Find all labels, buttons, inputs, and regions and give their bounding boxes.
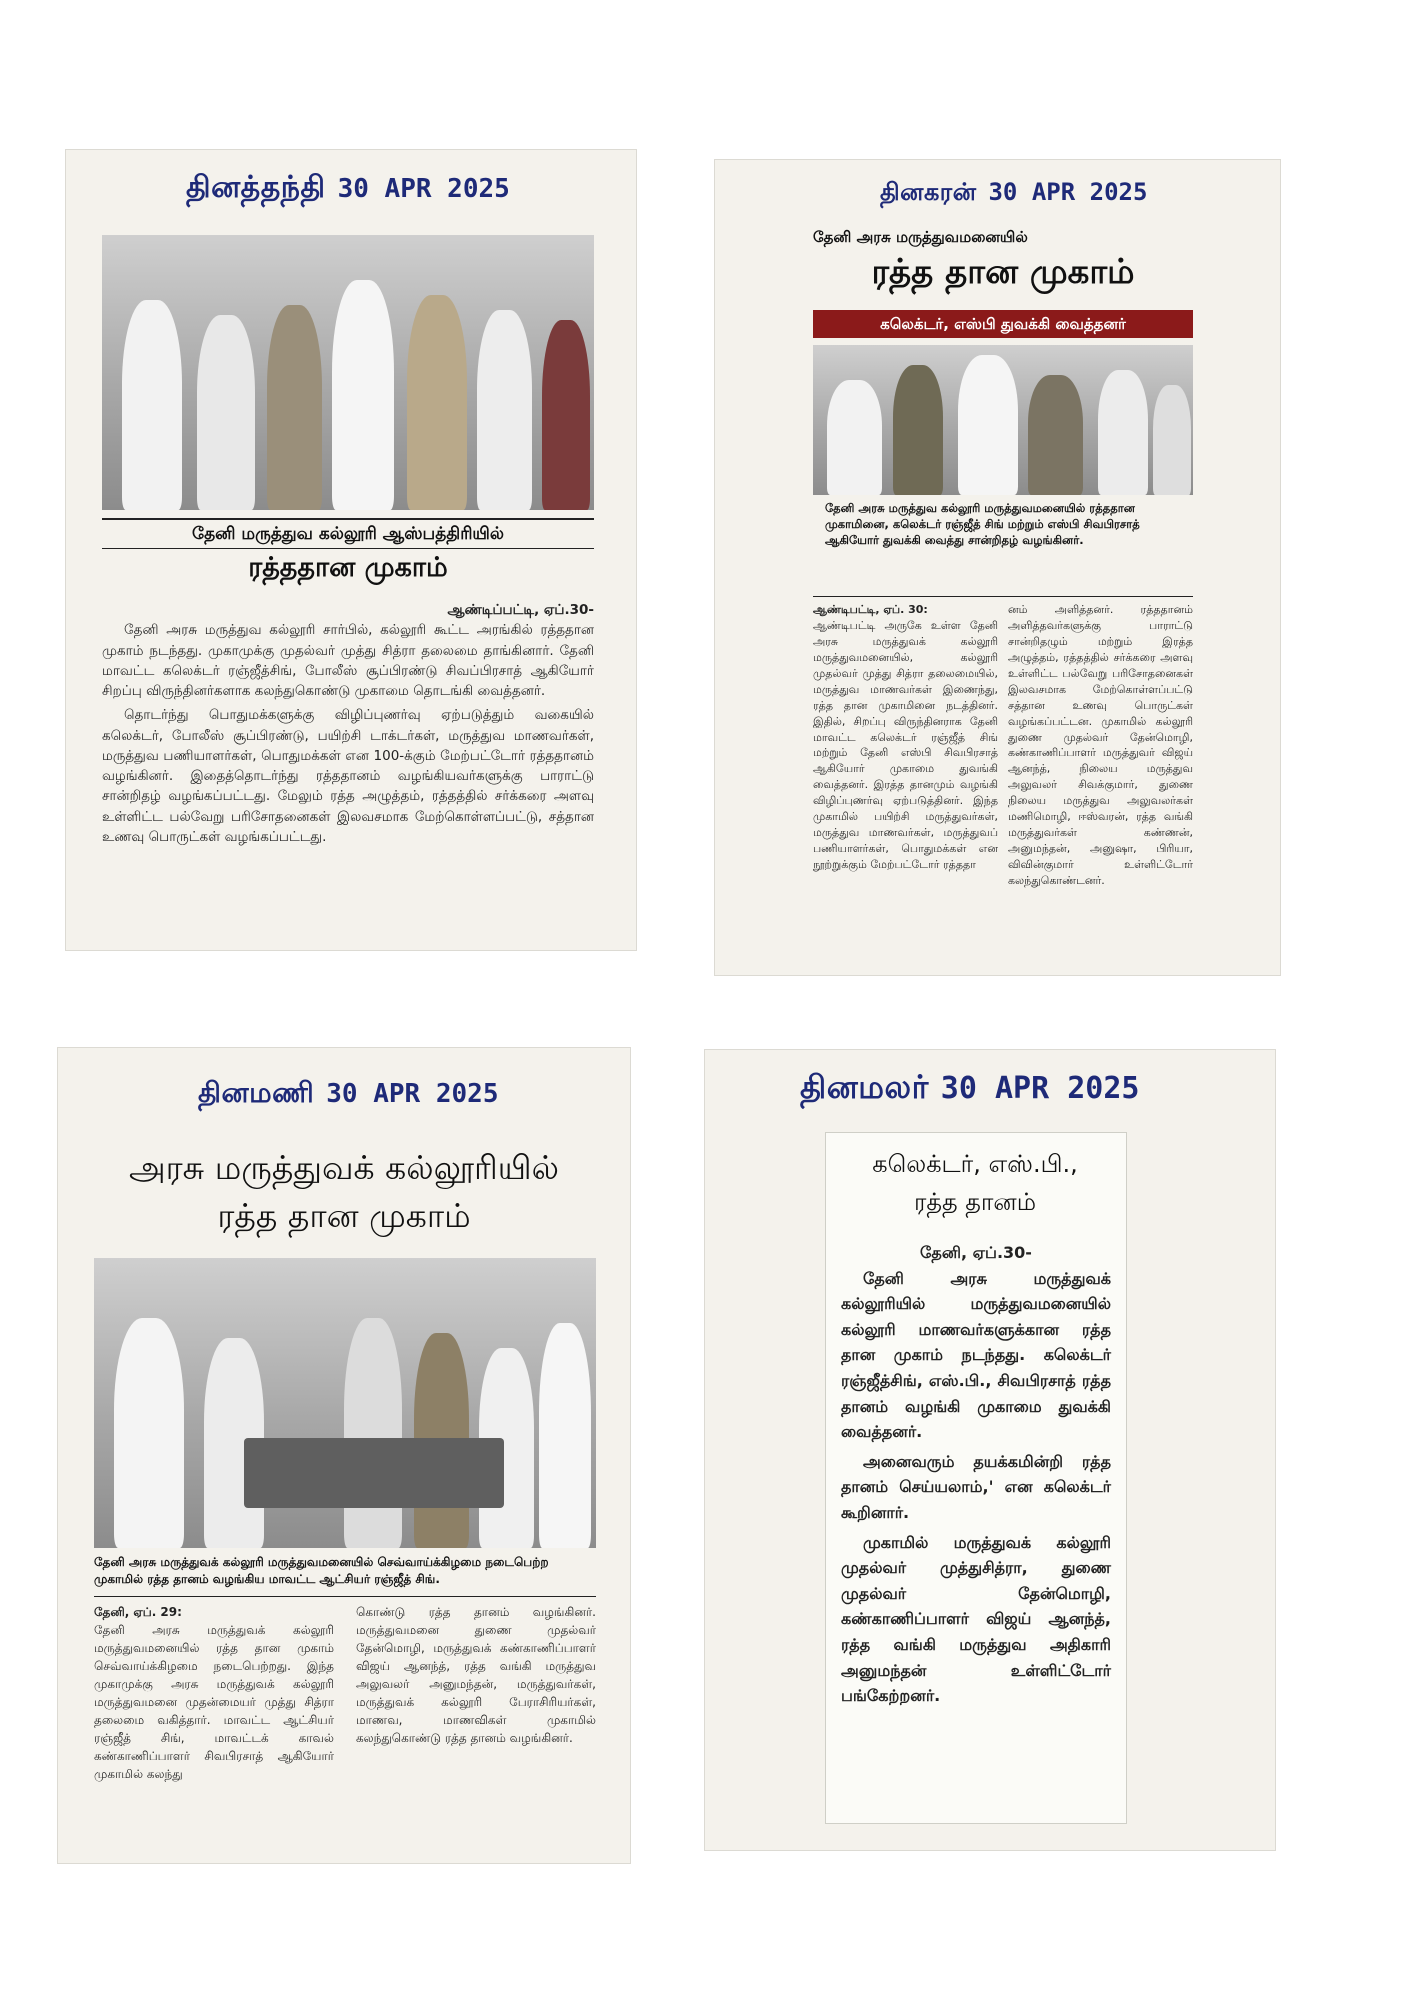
column-text: னம் அளித்தனர். ரத்ததானம் அளித்தவர்களுக்கு பாராட்டு சான்றிதழும் மற்றும் இரத்த அழுத்தம், ரத்தத்தில் சர்க்கரை அளவு உள்ளிட்ட பல்வேறு பரிசோதனைகள் இலவசமாக மேற்கொள்ளப்பட்டு சத்தான உணவு பொருட்கள் வழங்கப்பட்டன. முகாமில் கல்லூரி துணை முதல்வர் தேன்மொழி, கண்காணிப்பாளர் மருத்துவர் விஜய் ஆனந்த், நிலைய மருத்துவ அலுவலர் சிவக்குமார், துணை நிலைய மருத்துவ அலுவலர்கள் மணிமொழி, ஈஸ்வரன், ரத்த வங்கி மருத்துவர்கள் கண்ணன், அனுமந்தன், அனுஷா, பிரியா, விவின்குமார் உள்ளிட்டோர் கலந்துகொண்டனர். bbox=[1008, 603, 1193, 887]
headline-line: அரசு மருத்துவக் கல்லூரியில் bbox=[128, 1148, 560, 1187]
kicker: தேனி அரசு மருத்துவமனையில் bbox=[813, 228, 1028, 246]
clipping-dinakaran bbox=[715, 160, 1280, 975]
newspaper-name: தினமலர் bbox=[800, 1068, 929, 1106]
headline-line: கலெக்டர், எஸ்.பி., bbox=[872, 1150, 1078, 1178]
paragraph: தொடர்ந்து பொதுமக்களுக்கு விழிப்புணர்வு ஏற்படுத்தும் வகையில் கலெக்டர், போலீஸ் சூப்பிரண்டு, பயிற்சி டாக்டர்கள், மருத்துவ மாணவர்கள், மருத்துவ பணியாளர்கள், பொதுமக்கள் என 100-க்கும் மேற்பட்டோர் ரத்ததானம் வழங்கினர். இதைத்தொடர்ந்து ரத்ததானம் வழங்கியவர்களுக்கு பாராட்டு சான்றிதழ் வழங்கப்பட்டது. மேலும் ரத்த அழுத்தம், ரத்தத்தில் சர்க்கரை அளவு உள்ளிட்ட பல்வேறு பரிசோதனைகள் இலவசமாக மேற்கொள்ளப்பட்டு, சத்தான உணவு பொருட்கள் வழங்கப்பட்டது. bbox=[102, 707, 594, 845]
photo-figure bbox=[114, 1318, 184, 1548]
clipping-date: 30 APR 2025 bbox=[988, 178, 1148, 206]
paragraph: முகாமில் மருத்துவக் கல்லூரி முதல்வர் முத்துசித்ரா, துணை முதல்வர் தேன்மொழி, கண்காணிப்பாளர் விஜய் ஆனந்த், ரத்த வங்கி மருத்துவ அதிகாரி அனுமந்தன் உள்ளிட்டோர் பங்கேற்றனர். bbox=[841, 1532, 1111, 1706]
dateline: தேனி, ஏப். 29: bbox=[94, 1605, 182, 1619]
paragraph: அனைவரும் தயக்கமின்றி ரத்த தானம் செய்யலாம்,' என கலெக்டர் கூறினார். bbox=[841, 1451, 1111, 1522]
masthead bbox=[186, 170, 510, 209]
newspaper-name: தினமணி bbox=[198, 1076, 315, 1109]
clipping-date: 30 APR 2025 bbox=[337, 174, 510, 204]
kicker: தேனி மருத்துவ கல்லூரி ஆஸ்பத்திரியில் bbox=[192, 524, 504, 544]
article-body bbox=[102, 600, 594, 851]
photo-figure bbox=[122, 300, 182, 510]
divider bbox=[94, 1596, 596, 1597]
news-photo bbox=[94, 1258, 596, 1548]
photo-caption: தேனி அரசு மருத்துவக் கல்லூரி மருத்துவமனையில் செவ்வாய்க்கிழமை நடைபெற்ற முகாமில் ரத்த தானம் வழங்கிய மாவட்ட ஆட்சியர் ரஞ்ஜீத் சிங். bbox=[94, 1555, 549, 1586]
column-text: தேனி அரசு மருத்துவக் கல்லூரி மருத்துவமனையில் ரத்த தான முகாம் செவ்வாய்க்கிழமை நடைபெற்றது. இந்த முகாமுக்கு அரசு மருத்துவக் கல்லூரி மருத்துவமனை முதன்மையர் முத்து சித்ரா தலைமை வகித்தார். மாவட்ட ஆட்சியர் ரஞ்ஜீத் சிங், மாவட்டக் காவல் கண்காணிப்பாளர் சிவபிரசாத் ஆகியோர் முகாமில் கலந்து bbox=[94, 1623, 334, 1781]
photo-figure bbox=[197, 315, 255, 510]
photo-figure bbox=[1153, 385, 1191, 495]
photo-figure bbox=[1028, 375, 1083, 495]
news-photo bbox=[813, 345, 1193, 495]
headline: ரத்த தான முகாம் bbox=[871, 252, 1135, 292]
article-body bbox=[841, 1240, 1111, 1713]
clipping-date: 30 APR 2025 bbox=[326, 1079, 499, 1109]
article-column bbox=[813, 602, 998, 873]
divider bbox=[102, 548, 594, 549]
photo-figure bbox=[893, 365, 943, 495]
photo-figure bbox=[332, 280, 394, 510]
photo-figure bbox=[477, 310, 532, 510]
column-text: கொண்டு ரத்த தானம் வழங்கினர். மருத்துவமனை துணை முதல்வர் தேன்மொழி, மருத்துவக் கண்காணிப்பாளர் விஜய் ஆனந்த், ரத்த வங்கி மருத்துவ அலுவலர் அனுமந்தன், மருத்துவர்கள், மருத்துவக் கல்லூரி பேராசிரியர்கள், மாணவ, மாணவிகள் முகாமில் கலந்துகொண்டு ரத்த தானம் வழங்கினர். bbox=[356, 1605, 596, 1745]
photo-figure bbox=[267, 305, 322, 510]
clipping-dinamalar bbox=[705, 1050, 1275, 1850]
column-text: ஆண்டிபட்டி அருகே உள்ள தேனி அரசு மருத்துவக் கல்லூரி மருத்துவமனையில், கல்லூரி முதல்வர் முத்து சித்ரா தலைமையில், மருத்துவ மாணவர்கள் இணைந்து, ரத்த தான முகாமினை நடத்தினர். இதில், சிறப்பு விருந்தினராக தேனி மாவட்ட கலெக்டர் ரஞ்ஜீத் சிங் மற்றும் தேனி எஸ்பி சிவபிரசாத் ஆகியோர் முகாமை துவங்கி வைத்தனர். இரத்த தானமும் வழங்கி விழிப்புணர்வு ஏற்படுத்தினர். இந்த முகாமில் பயிற்சி மருத்துவர்கள், மருத்துவ மாணவர்கள், மருத்துவப் பணியாளர்கள், பொதுமக்கள் என நூற்றுக்கும் மேற்பட்டோர் ரத்ததா bbox=[813, 618, 998, 871]
news-photo bbox=[102, 235, 594, 510]
newspaper-name: தினகரன் bbox=[880, 178, 977, 206]
hospital-bed bbox=[244, 1438, 504, 1508]
newspaper-name: தினத்தந்தி bbox=[186, 170, 326, 205]
photo-figure bbox=[958, 355, 1018, 495]
clipping-dinamani bbox=[58, 1048, 630, 1863]
paragraph: தேனி அரசு மருத்துவ கல்லூரி சார்பில், கல்லூரி கூட்ட அரங்கில் ரத்ததான முகாம் நடந்தது. முகாமுக்கு முதல்வர் முத்து சித்ரா தலைமை தாங்கினார். தேனி மாவட்ட கலெக்டர் ரஞ்ஜீத்சிங், போலீஸ் சூப்பிரண்டு சிவப்பிரசாத் ஆகியோர் சிறப்பு விருந்தினர்களாக கலந்துகொண்டு முகாமை தொடங்கி வைத்தனர். bbox=[102, 622, 594, 699]
photo-figure bbox=[1098, 370, 1148, 495]
headline-line: ரத்த தான முகாம் bbox=[217, 1196, 471, 1235]
paragraph: தேனி அரசு மருத்துவக் கல்லூரியில் மருத்துவமனையில் கல்லூரி மாணவர்களுக்கான ரத்த தான முகாம் நடந்தது. கலெக்டர் ரஞ்ஜீத்சிங், எஸ்.பி., சிவபிரசாத் ரத்த தானம் வழங்கி முகாமை துவக்கி வைத்தனர். bbox=[841, 1268, 1111, 1442]
photo-figure bbox=[542, 320, 590, 510]
dateline: தேனி, ஏப்.30- bbox=[920, 1243, 1032, 1262]
headline: ரத்ததான முகாம் bbox=[248, 552, 448, 583]
photo-figure bbox=[827, 380, 882, 495]
clipping-date: 30 APR 2025 bbox=[940, 1071, 1140, 1106]
article-column bbox=[1008, 602, 1193, 889]
divider bbox=[813, 596, 1193, 597]
subhead-banner: கலெக்டர், எஸ்பி துவக்கி வைத்தனர் bbox=[813, 310, 1193, 338]
photo-figure bbox=[539, 1323, 591, 1548]
clipping-dinathanthi bbox=[66, 150, 636, 950]
article-column bbox=[94, 1603, 334, 1783]
photo-caption: தேனி அரசு மருத்துவ கல்லூரி மருத்துவமனையில் ரத்ததான முகாமினை, கலெக்டர் ரஞ்ஜீத் சிங் மற்றும் எஸ்பி சிவபிரசாத் ஆகியோர் துவக்கி வைத்து சான்றிதழ் வழங்கினர். bbox=[825, 501, 1140, 548]
headline-line: ரத்த தானம் bbox=[913, 1188, 1037, 1216]
dateline: ஆண்டிப்பட்டி, ஏப்.30- bbox=[447, 602, 594, 618]
masthead bbox=[198, 1076, 498, 1113]
photo-figure bbox=[407, 295, 467, 510]
article-column bbox=[356, 1603, 596, 1747]
masthead bbox=[880, 178, 1147, 209]
photo-figure bbox=[344, 1318, 402, 1548]
masthead bbox=[800, 1068, 1139, 1110]
divider bbox=[102, 518, 594, 520]
dateline: ஆண்டிபட்டி, ஏப். 30: bbox=[813, 603, 928, 616]
